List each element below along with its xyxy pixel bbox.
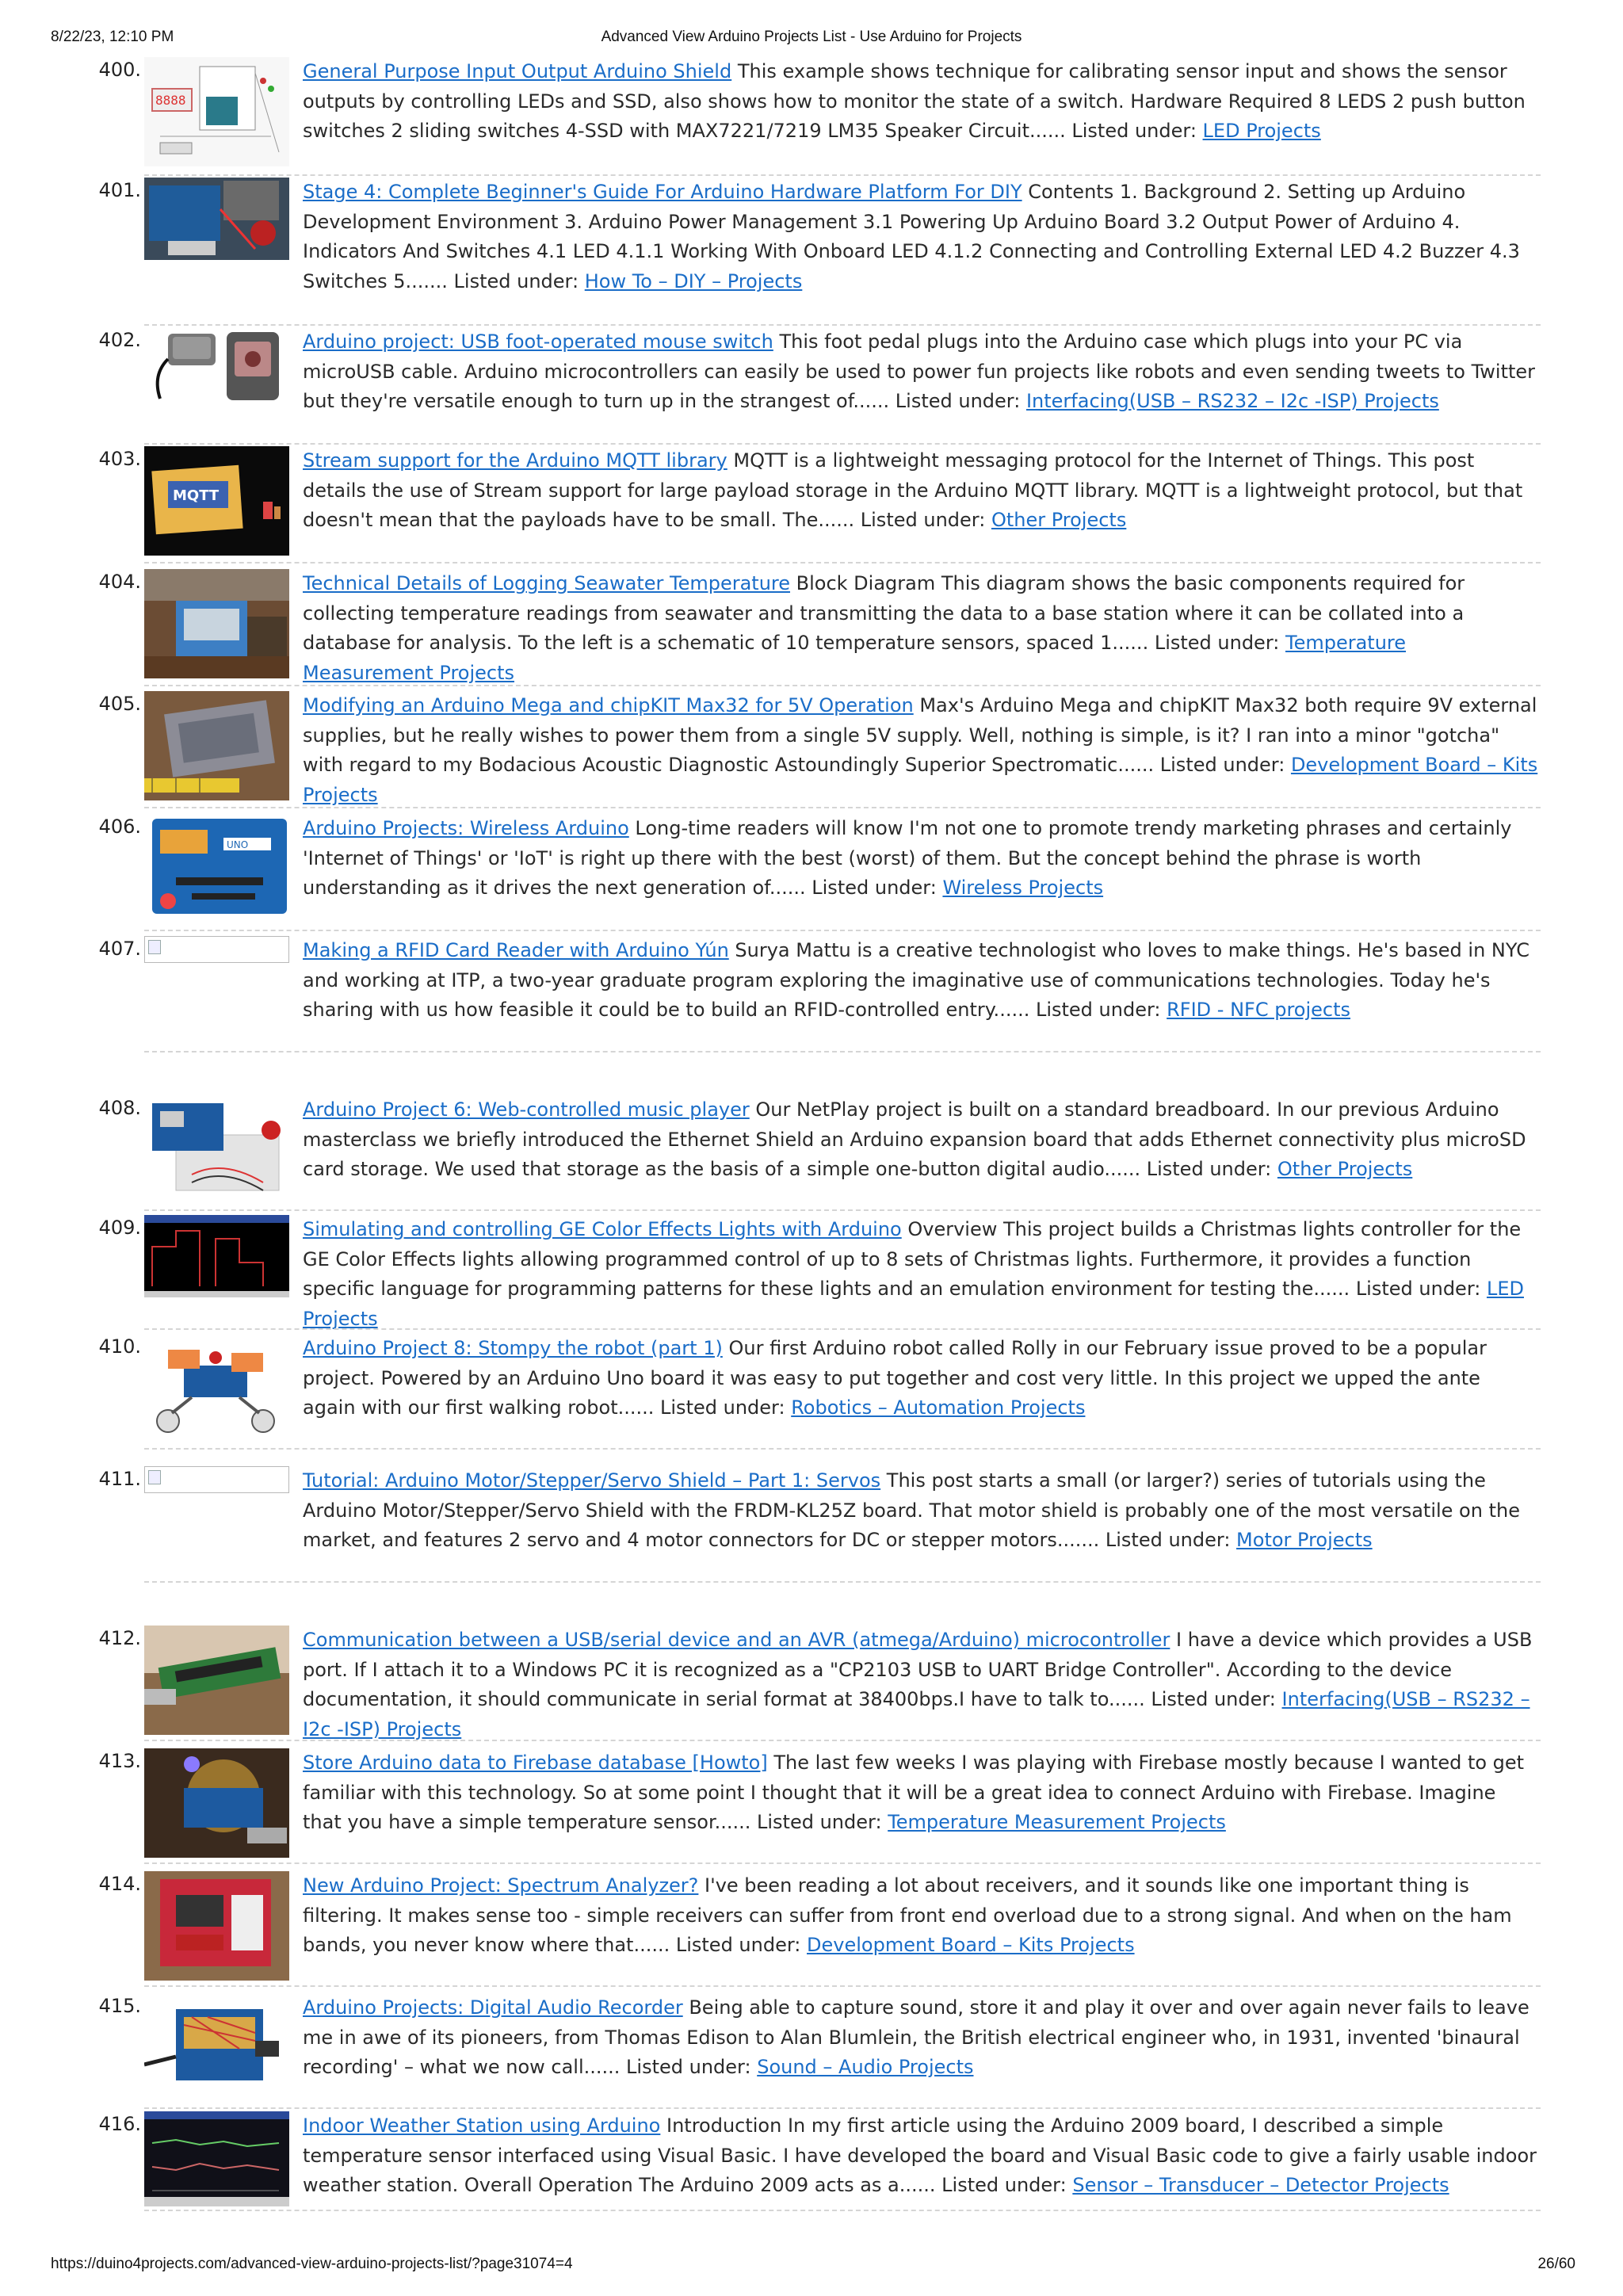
project-thumbnail[interactable] [144, 814, 289, 923]
category-link[interactable]: LED Projects [1202, 120, 1321, 142]
project-thumbnail[interactable] [144, 1626, 289, 1735]
item-text [303, 1215, 1539, 1334]
separator [144, 930, 1541, 931]
category-link[interactable]: Development Board – Kits Projects [807, 1934, 1135, 1956]
project-title-link[interactable]: Stream support for the Arduino MQTT library [303, 449, 727, 472]
broken-image-placeholder[interactable] [144, 936, 289, 963]
separator [144, 1328, 1541, 1330]
separator [144, 1985, 1541, 1987]
project-thumbnail[interactable] [144, 1215, 289, 1297]
project-thumbnail[interactable] [144, 691, 289, 800]
project-title-link[interactable]: New Arduino Project: Spectrum Analyzer? [303, 1874, 699, 1897]
project-description: Surya Mattu is a creative technologist who loves to make things. He's based in NYC and working at ITP, a two-year graduate program exploring the imaginative use of communications technologies. Today he's sharing with us how feasible it could be to build an RFID-controlled entry...... Listed under: [303, 939, 1529, 1021]
item-number: 413. [98, 1750, 141, 1772]
category-link[interactable]: Development Board – Kits Projects [303, 754, 1538, 806]
item-text [303, 1748, 1539, 1838]
item-number: 410. [98, 1335, 141, 1358]
project-title-link[interactable]: Making a RFID Card Reader with Arduino Yún [303, 939, 729, 961]
category-link[interactable]: Sound – Audio Projects [757, 2056, 974, 2078]
item-text [303, 1334, 1539, 1423]
separator [144, 1581, 1541, 1583]
project-description: Overview This project builds a Christmas lights controller for the GE Color Effects lights allowing programmed control of up to 8 sets of Christmas lights. Furthermore, it provides a function specific language for programming patterns for these lights and an emulation environment for testing the...... Listed under: [303, 1218, 1522, 1300]
item-text [303, 1871, 1539, 1961]
item-number: 415. [98, 1995, 141, 2017]
item-number: 409. [98, 1217, 141, 1239]
project-thumbnail[interactable] [144, 1871, 289, 1981]
project-title-link[interactable]: Technical Details of Logging Seawater Temperature [303, 572, 791, 594]
separator [144, 1209, 1541, 1211]
separator [144, 807, 1541, 808]
project-description: Contents 1. Background 2. Setting up Arduino Development Environment 3. Arduino Power Management 3.1 Powering Up Arduino Board 3.2 Output Power of Arduino 4. Indicators And Switches 4.1 LED 4.1.1 Working With Onboard LED 4.1.2 Connecting and Controlling External LED 4.2 Buzzer 4.3 Switches 5....... Listed under: [303, 181, 1520, 292]
project-description: I've been reading a lot about receivers, and it sounds like one important thing is filtering. It makes sense too - simple receivers can suffer from front end overload due to a strong signal. And when on the ham bands, you never know where that...... Listed under: [303, 1874, 1512, 1956]
broken-image-placeholder[interactable] [144, 1466, 289, 1493]
project-title-link[interactable]: Simulating and controlling GE Color Effects Lights with Arduino [303, 1218, 902, 1240]
project-title-link[interactable]: Modifying an Arduino Mega and chipKIT Max32 for 5V Operation [303, 694, 914, 716]
item-number: 405. [98, 693, 141, 715]
project-thumbnail[interactable] [144, 178, 289, 260]
page-number: 26/60 [1537, 2256, 1575, 2272]
category-link[interactable]: Robotics – Automation Projects [791, 1396, 1086, 1419]
category-link[interactable]: Temperature Measurement Projects [888, 1811, 1226, 1833]
project-description: Our first Arduino robot called Rolly in our February issue proved to be a popular project. Powered by an Arduino Uno board it was easy to put together and cost very little. In this project we upped the ante again with our first walking robot...... Listed under: [303, 1337, 1487, 1419]
project-title-link[interactable]: Indoor Weather Station using Arduino [303, 2115, 661, 2137]
category-link[interactable]: Interfacing(USB – RS232 – I2c -ISP) Projects [1025, 390, 1439, 412]
svg-text:UNO: UNO [227, 839, 249, 850]
item-number: 401. [98, 179, 141, 201]
separator [144, 1448, 1541, 1450]
item-number: 402. [98, 329, 141, 351]
svg-text:8888: 8888 [155, 93, 186, 108]
broken-image-icon [148, 1470, 161, 1484]
project-thumbnail[interactable] [144, 1334, 289, 1443]
item-number: 403. [98, 448, 141, 470]
separator [144, 685, 1541, 686]
item-number: 408. [98, 1097, 141, 1119]
item-text [303, 446, 1539, 536]
item-number: 411. [98, 1468, 141, 1490]
broken-image-icon [148, 940, 161, 954]
separator [144, 562, 1541, 563]
project-description: Introduction In my first article using the Arduino 2009 board, I described a simple temperature sensor interfaced using Visual Basic. I have developed the board and Visual Basic code to give a fairly usable indoor weather station. Overall Operation The Arduino 2009 acts as a...... Listed under: [303, 2115, 1537, 2196]
project-title-link[interactable]: Arduino project: USB foot-operated mouse switch [303, 330, 773, 353]
item-text [303, 57, 1539, 147]
separator [144, 1862, 1541, 1864]
separator [144, 2210, 1541, 2211]
project-title-link[interactable]: Arduino Project 8: Stompy the robot (part 1) [303, 1337, 723, 1359]
project-title-link[interactable]: Arduino Projects: Digital Audio Recorder [303, 1996, 683, 2019]
item-text [303, 1095, 1539, 1185]
project-description: Max's Arduino Mega and chipKIT Max32 both require 9V external supplies, but he really wishes to power them from a single 5V supply. Well, nothing is simple, is it? I ran into a minor "gotcha" with regard to my Bodacious Acoustic Diagnostic Astoundingly Superior Spectromatic...... Listed under: [303, 694, 1537, 776]
project-description: Long-time readers will know I'm not one to promote trendy marketing phrases and certainly 'Internet of Things' or 'IoT' is right up there with the best (worst) of them. But the concept behind the phrase is worth understanding as it drives the next generation of...... Listed under: [303, 817, 1512, 899]
item-text [303, 1626, 1539, 1744]
item-text [303, 569, 1539, 688]
item-number: 400. [98, 59, 141, 81]
project-title-link[interactable]: Arduino Project 6: Web-controlled music player [303, 1098, 750, 1121]
project-description: MQTT is a lightweight messaging protocol for the Internet of Things. This post details the use of Stream support for large payload storage in the Arduino MQTT library. MQTT is a lightweight protocol, but that doesn't mean that the payloads have to be small. The...... Listed under: [303, 449, 1523, 531]
item-number: 416. [98, 2113, 141, 2135]
project-thumbnail[interactable] [144, 1748, 289, 1858]
separator [144, 1740, 1541, 1741]
svg-text:MQTT: MQTT [173, 487, 220, 504]
item-text [303, 691, 1539, 810]
project-thumbnail[interactable] [144, 327, 289, 410]
print-footer [0, 2249, 1623, 2281]
project-thumbnail[interactable] [144, 446, 289, 556]
project-description: Block Diagram This diagram shows the basic components required for collecting temperature readings from seawater and transmitting the data to a base station where it can be collated into a database for analysis. To the left is a schematic of 10 temperature sensors, spaced 1...... Listed under: [303, 572, 1465, 654]
project-title-link[interactable]: Arduino Projects: Wireless Arduino [303, 817, 629, 839]
category-link[interactable]: Wireless Projects [942, 877, 1104, 899]
project-title-link[interactable]: Store Arduino data to Firebase database [Howto] [303, 1752, 768, 1774]
item-number: 407. [98, 938, 141, 960]
project-description: Being able to capture sound, store it and play it over and over again never fails to leave me in awe of its pioneers, from Thomas Edison to Alan Blumlein, the British electrical engineer who, in 1931, invented 'binaural recording' – what we now call...... Listed under: [303, 1996, 1529, 2078]
project-description: This post starts a small (or larger?) series of tutorials using the Arduino Motor/Stepper/Servo Shield with the FRDM-KL25Z board. That motor shield is probably one of the most versatile on the market, and features 2 servo and 4 motor connectors for DC or stepper motors....... Listed under: [303, 1469, 1520, 1551]
project-title-link[interactable]: Stage 4: Complete Beginner's Guide For Arduino Hardware Platform For DIY [303, 181, 1022, 203]
project-description: Our NetPlay project is built on a standard breadboard. In our previous Arduino masterclass we briefly introduced the Ethernet Shield an Arduino expansion board that adds Ethernet connectivity plus microSD card storage. We used that storage as the basis of a simple one-button digital audio...... Listed under: [303, 1098, 1526, 1180]
separator [144, 174, 1541, 176]
category-link[interactable]: Motor Projects [1236, 1529, 1373, 1551]
item-number: 404. [98, 571, 141, 593]
item-text [303, 1993, 1539, 2083]
category-link[interactable]: RFID - NFC projects [1167, 999, 1351, 1021]
category-link[interactable]: Temperature Measurement Projects [303, 632, 1407, 684]
project-description: This foot pedal plugs into the Arduino case which plugs into your PC via microUSB cable. Arduino microcontrollers can easily be used to power fun projects like robots and even sending tweets to Twitter but they're versatile enough to turn up in the strangest of...... Listed under: [303, 330, 1536, 412]
category-link[interactable]: Interfacing(USB – RS232 – I2c -ISP) Projects [303, 1688, 1530, 1740]
item-text [303, 327, 1539, 417]
item-text [303, 814, 1539, 904]
category-link[interactable]: Other Projects [991, 509, 1127, 531]
item-number: 414. [98, 1873, 141, 1895]
item-text [303, 178, 1539, 296]
project-thumbnail[interactable] [144, 1095, 289, 1205]
print-page-title: Advanced View Arduino Projects List - Use Arduino for Projects [601, 29, 1022, 45]
project-thumbnail[interactable] [144, 569, 289, 678]
project-title-link[interactable]: General Purpose Input Output Arduino Shield [303, 60, 732, 82]
project-description: I have a device which provides a USB port. If I attach it to a Windows PC it is recognized as a "CP2103 USB to UART Bridge Controller". According to the device documentation, it should communicate in serial format at 38400bps.I have to talk to...... Listed under: [303, 1629, 1533, 1710]
print-header [0, 0, 1623, 48]
project-title-link[interactable]: Tutorial: Arduino Motor/Stepper/Servo Shield – Part 1: Servos [303, 1469, 881, 1492]
print-date: 8/22/23, 12:10 PM [51, 29, 174, 45]
project-title-link[interactable]: Communication between a USB/serial device and an AVR (atmega/Arduino) microcontroller [303, 1629, 1170, 1651]
project-thumbnail[interactable] [144, 57, 289, 166]
separator [144, 1051, 1541, 1052]
item-text [303, 936, 1539, 1026]
print-url: https://duino4projects.com/advanced-view-arduino-projects-list/?page31074=4 [51, 2256, 573, 2272]
project-description: The last few weeks I was playing with Firebase mostly because I wanted to get familiar with this technology. So at some point I thought that it will be a great idea to connect Arduino with Firebase. Imagine that you have a simple temperature sensor...... Listed under: [303, 1752, 1525, 1833]
item-text [303, 1466, 1539, 1556]
item-number: 412. [98, 1627, 141, 1649]
separator [144, 324, 1541, 326]
project-thumbnail[interactable] [144, 1993, 289, 2103]
project-description: This example shows technique for calibrating sensor input and shows the sensor outputs by controlling LEDs and SSD, also shows how to monitor the state of a switch. Hardware Required 8 LEDS 2 push button switches 2 sliding switches 4-SSD with MAX7221/7219 LM35 Speaker Circuit...... Listed under: [303, 60, 1526, 142]
item-text [303, 2111, 1539, 2201]
category-link[interactable]: How To – DIY – Projects [584, 269, 803, 292]
category-link[interactable]: Other Projects [1277, 1158, 1413, 1180]
category-link[interactable]: LED Projects [303, 1278, 1524, 1330]
category-link[interactable]: Sensor – Transducer – Detector Projects [1072, 2174, 1449, 2196]
item-number: 406. [98, 816, 141, 838]
project-thumbnail[interactable] [144, 2111, 289, 2206]
separator [144, 443, 1541, 445]
separator [144, 2107, 1541, 2109]
